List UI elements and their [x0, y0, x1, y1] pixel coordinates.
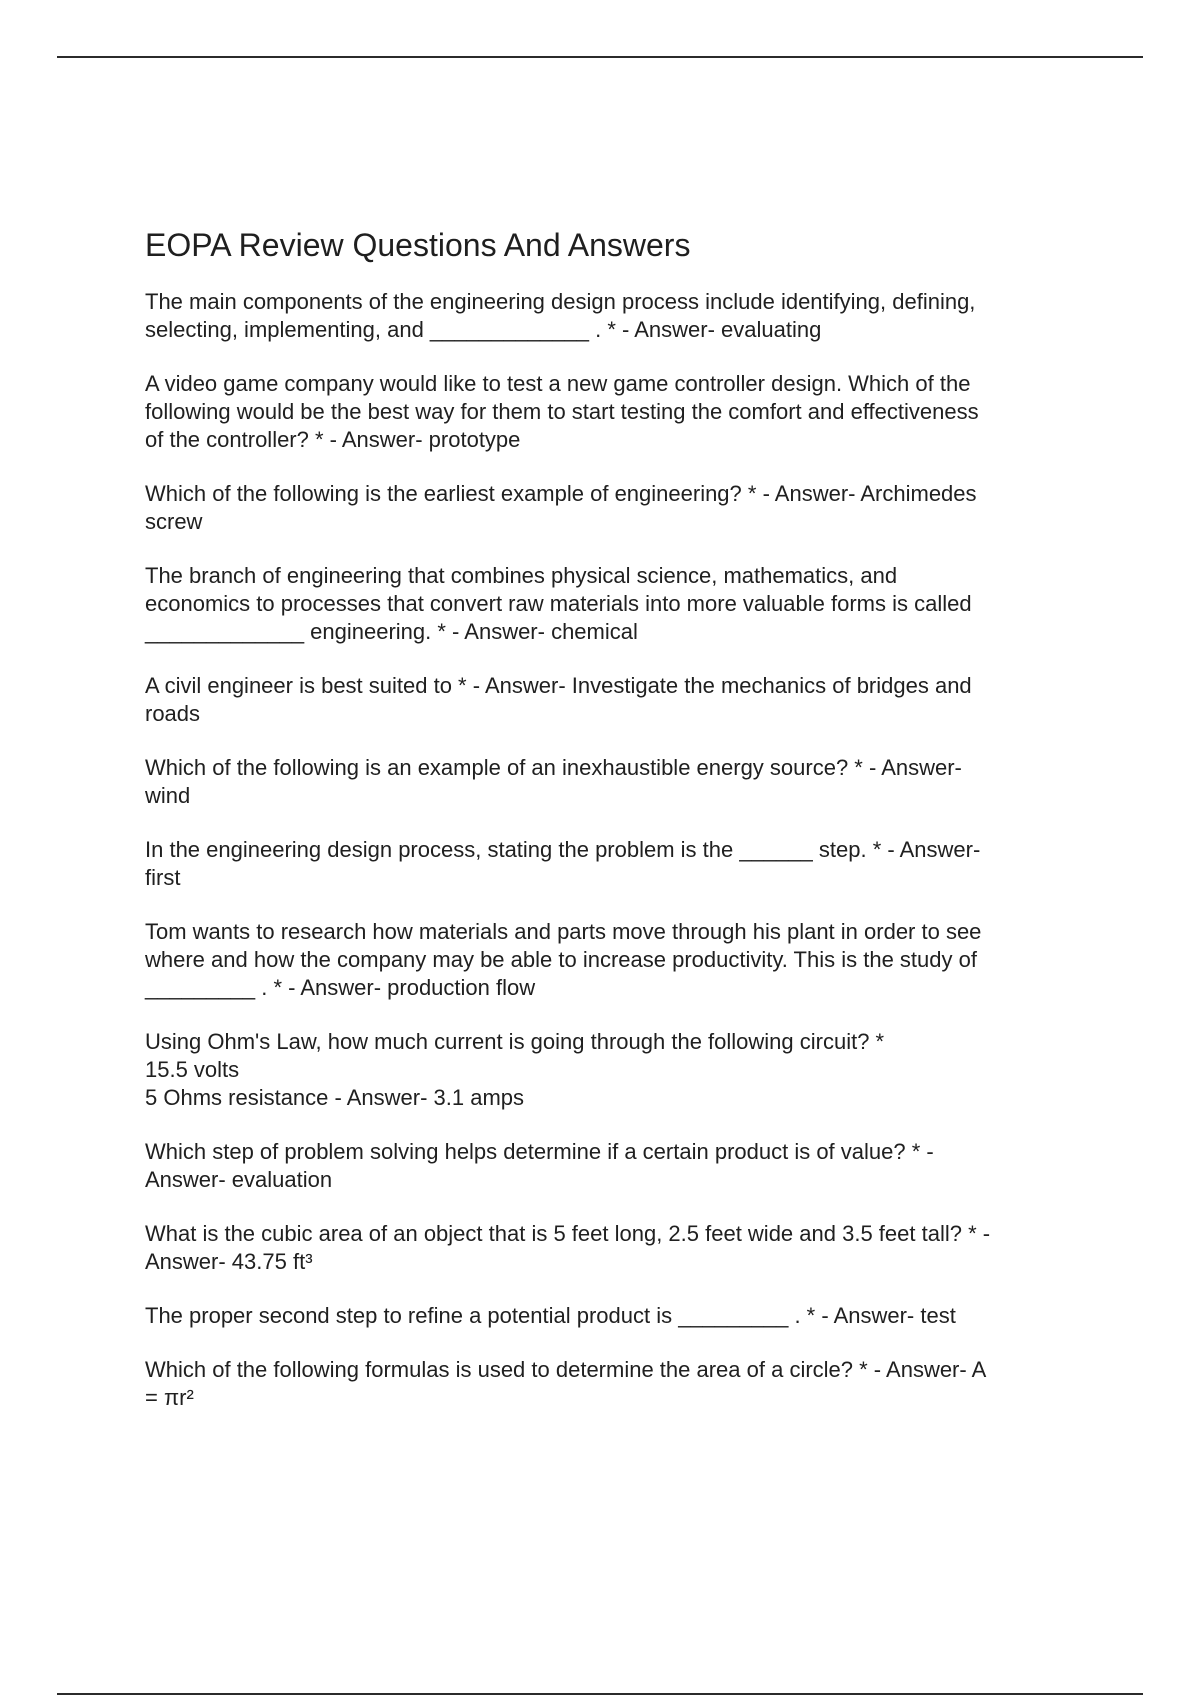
qa-line: economics to processes that convert raw materials into more valuable forms is called	[145, 591, 972, 617]
qa-line: Which of the following is an example of an inexhaustible energy source? * - Answer-	[145, 755, 962, 781]
qa-line: _____________ engineering. * - Answer- chemical	[145, 619, 638, 645]
qa-item-8	[145, 918, 1075, 1002]
qa-line: The proper second step to refine a potential product is _________ . * - Answer- test	[145, 1303, 956, 1329]
qa-item-6	[145, 754, 1075, 810]
qa-item-11	[145, 1220, 1075, 1276]
qa-item-10	[145, 1138, 1075, 1194]
qa-line: = πr²	[145, 1385, 194, 1411]
qa-line: A civil engineer is best suited to * - Answer- Investigate the mechanics of bridges and	[145, 673, 972, 699]
qa-item-4	[145, 562, 1075, 646]
qa-item-13	[145, 1356, 1075, 1412]
qa-item-9	[145, 1028, 1075, 1112]
qa-line: of the controller? * - Answer- prototype	[145, 427, 521, 453]
qa-item-1	[145, 288, 1075, 344]
qa-line: following would be the best way for them to start testing the comfort and effectiveness	[145, 399, 979, 425]
qa-line: screw	[145, 509, 203, 535]
qa-item-2	[145, 370, 1075, 454]
qa-line: Which step of problem solving helps determine if a certain product is of value? * -	[145, 1139, 934, 1165]
qa-item-3	[145, 480, 1075, 536]
qa-line: What is the cubic area of an object that is 5 feet long, 2.5 feet wide and 3.5 feet tall? * -	[145, 1221, 991, 1247]
qa-line: Tom wants to research how materials and parts move through his plant in order to see	[145, 919, 982, 945]
qa-item-5	[145, 672, 1075, 728]
footer-rule	[57, 1693, 1143, 1695]
document-body	[145, 226, 1075, 1438]
document-title: EOPA Review Questions And Answers	[145, 227, 691, 263]
qa-line: roads	[145, 701, 201, 727]
qa-line: Answer- 43.75 ft³	[145, 1249, 313, 1275]
qa-line: 5 Ohms resistance - Answer- 3.1 amps	[145, 1085, 525, 1111]
qa-line: A video game company would like to test a new game controller design. Which of the	[145, 371, 971, 397]
qa-line: Which of the following formulas is used to determine the area of a circle? * - Answer- A	[145, 1357, 987, 1383]
qa-line: selecting, implementing, and _____________ . * - Answer- evaluating	[145, 317, 822, 343]
qa-line: where and how the company may be able to increase productivity. This is the study of	[145, 947, 977, 973]
qa-line: wind	[145, 783, 191, 809]
qa-line: The branch of engineering that combines physical science, mathematics, and	[145, 563, 898, 589]
qa-line: The main components of the engineering design process include identifying, defining,	[145, 289, 976, 315]
qa-line: 15.5 volts	[145, 1057, 240, 1083]
header-rule	[57, 56, 1143, 58]
qa-line: _________ . * - Answer- production flow	[145, 975, 536, 1001]
qa-line: first	[145, 865, 181, 891]
qa-line: Using Ohm's Law, how much current is going through the following circuit? *	[145, 1029, 885, 1055]
qa-line: Which of the following is the earliest example of engineering? * - Answer- Archimedes	[145, 481, 977, 507]
qa-line: Answer- evaluation	[145, 1167, 333, 1193]
qa-line: In the engineering design process, stating the problem is the ______ step. * - Answer-	[145, 837, 981, 863]
qa-item-12	[145, 1302, 1075, 1330]
qa-item-7	[145, 836, 1075, 892]
